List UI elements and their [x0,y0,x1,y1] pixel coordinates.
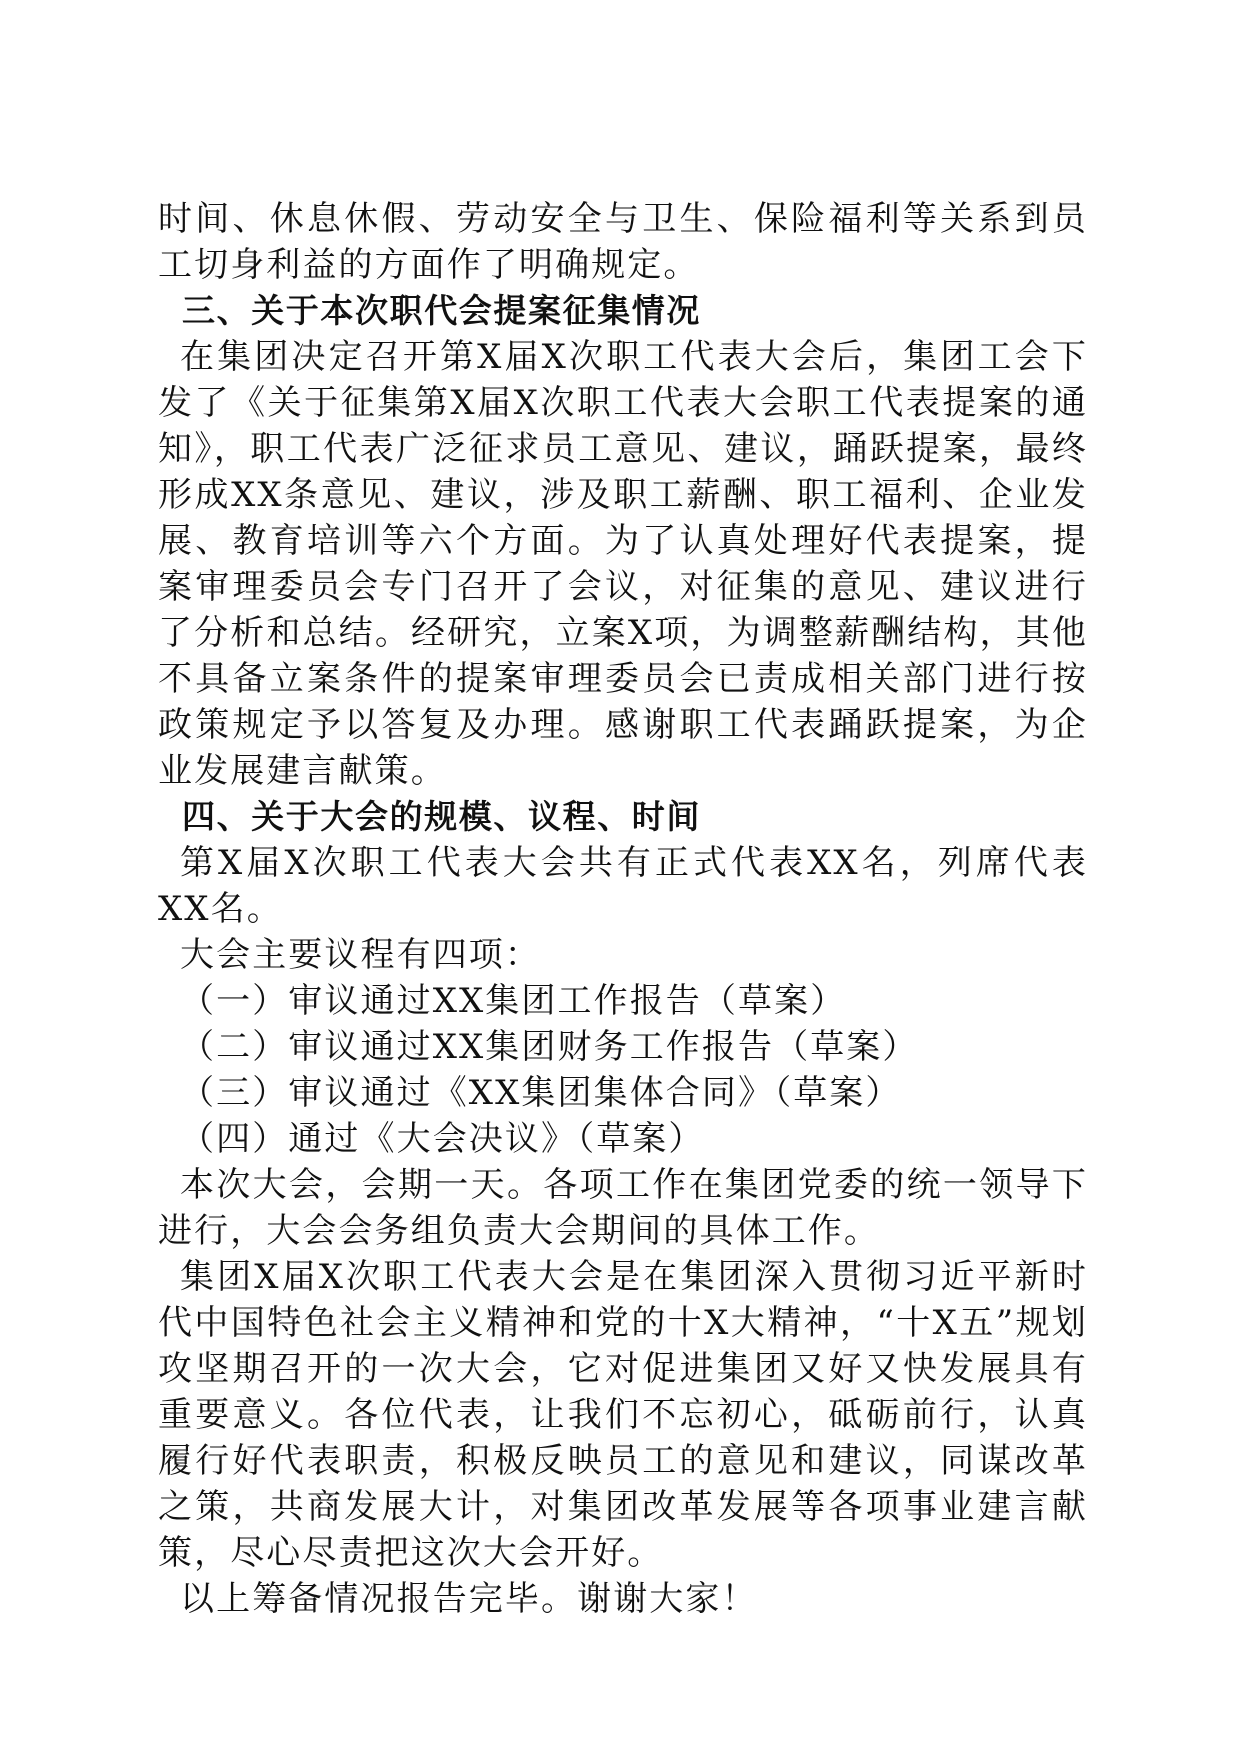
paragraph-delegates: 第X届X次职工代表大会共有正式代表XX名，列席代表XX名。 [158,843,1088,929]
agenda-item-3: （三）审议通过《XX集团集体合同》（草案） [180,1073,902,1113]
paragraph-schedule: 本次大会，会期一天。各项工作在集团党委的统一领导下进行，大会会务组负责大会期间的具体工作。 [158,1165,1088,1251]
agenda-item-2: （二）审议通过XX集团财务工作报告（草案） [180,1027,919,1067]
document-page [158,196,1088,1622]
paragraph-closing: 以上筹备情况报告完毕。谢谢大家！ [180,1579,758,1619]
section-heading-3: 三、关于本次职代会提案征集情况 [182,291,701,330]
paragraph-significance: 集团X届X次职工代表大会是在集团深入贯彻习近平新时代中国特色社会主义精神和党的十X大精神，“十X五”规划攻坚期召开的一次大会，它对促进集团又好又快发展具有重要意义。各位代表，让我们不忘初心，砥砺前行，认真履行好代表职责，积极反映员工的意见和建议，同谋改革之策，共商发展大计，对集团改革发展等各项事业建言献策，尽心尽责把这次大会开好。 [158,1257,1088,1573]
agenda-item-1: （一）审议通过XX集团工作报告（草案） [180,981,847,1021]
paragraph-continuation: 时间、休息休假、劳动安全与卫生、保险福利等关系到员工切身利益的方面作了明确规定。 [158,199,1088,285]
section-heading-4: 四、关于大会的规模、议程、时间 [182,797,701,836]
paragraph-agenda-intro: 大会主要议程有四项： [180,935,541,975]
paragraph-proposals: 在集团决定召开第X届X次职工代表大会后，集团工会下发了《关于征集第X届X次职工代表大会职工代表提案的通知》，职工代表广泛征求员工意见、建议，踊跃提案，最终形成XX条意见、建议，涉及职工薪酬、职工福利、企业发展、教育培训等六个方面。为了认真处理好代表提案，提案审理委员会专门召开了会议，对征集的意见、建议进行了分析和总结。经研究，立案X项，为调整薪酬结构，其他不具备立案条件的提案审理委员会已责成相关部门进行按政策规定予以答复及办理。感谢职工代表踊跃提案，为企业发展建言献策。 [158,337,1088,791]
agenda-item-4: （四）通过《大会决议》（草案） [180,1119,705,1159]
